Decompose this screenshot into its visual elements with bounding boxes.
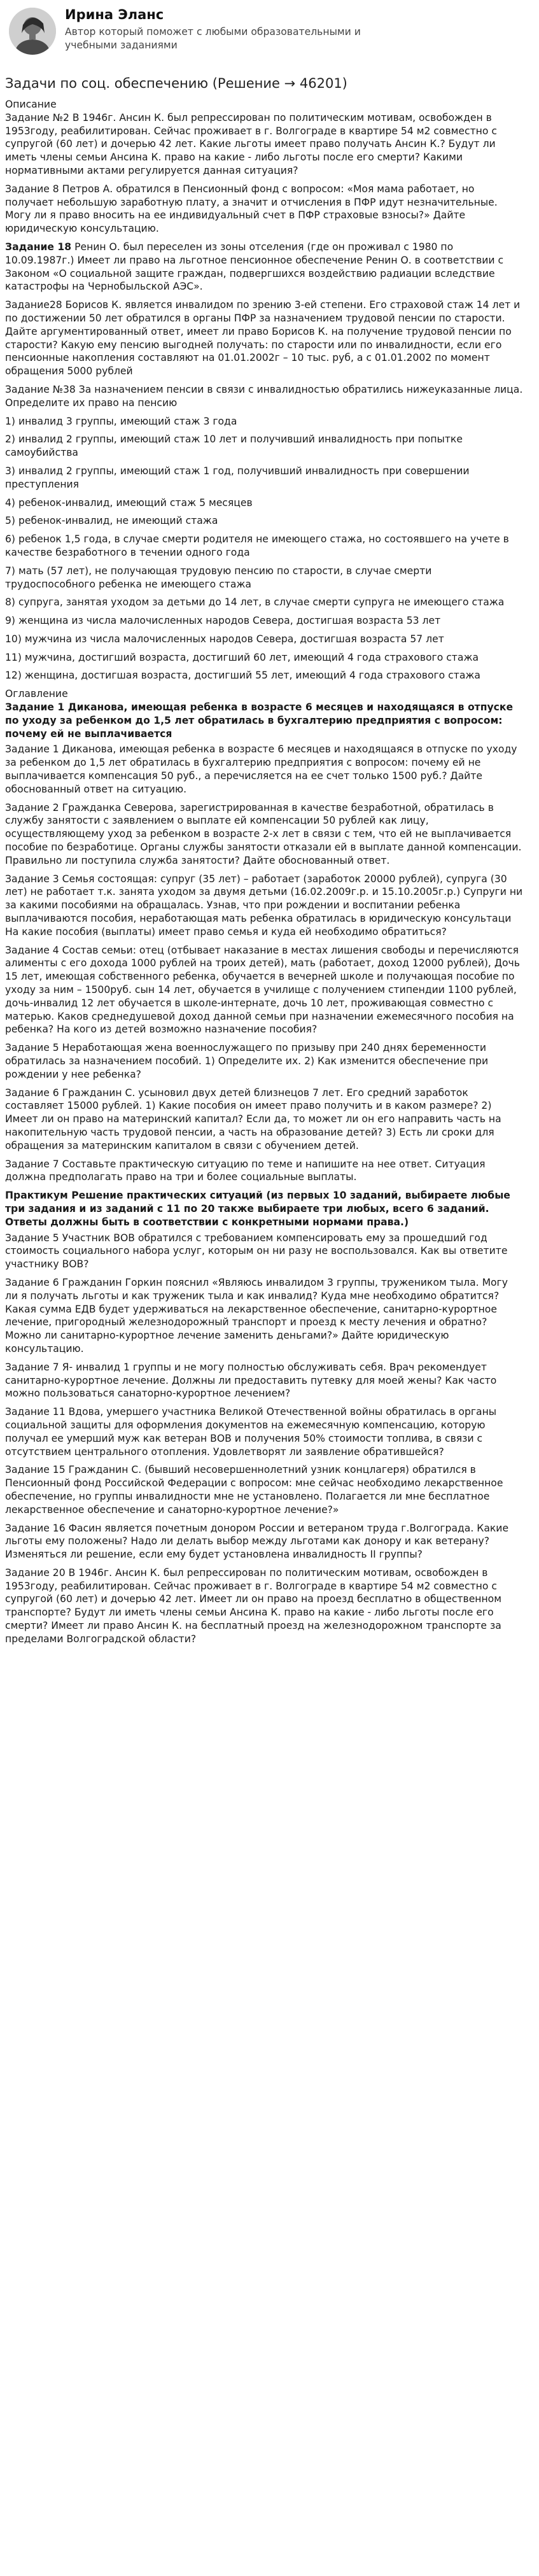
contents-label: Оглавление bbox=[5, 688, 68, 700]
task-text: Задание 7 Составьте практическую ситуацию по теме и напишите на нее ответ. Ситуация должна предполагать право на три и более социальные выплаты. bbox=[5, 1158, 486, 1183]
task-number: Задание 18 bbox=[5, 241, 72, 253]
task-paragraph bbox=[5, 801, 524, 868]
task-text: Задание 5 Неработающая жена военнослужащего по призыву при 240 днях беременности обратилась за назначением пособий. 1) Определите их. 2) Как изменится обеспечение при рождении у нее ребенка? bbox=[5, 1042, 489, 1080]
task-paragraph bbox=[5, 669, 524, 682]
task-paragraph bbox=[5, 241, 524, 293]
task-paragraph bbox=[5, 383, 524, 410]
task-paragraph bbox=[5, 596, 524, 609]
task-text: Задание 6 Гражданин Горкин пояснил «Являюсь инвалидом 3 группы, тружеником тыла. Могу ли я получать льготы и как труженик тыла и как инвалид? Куда мне необходимо обратится? Какая сумма ЕДВ будет удерживаться на лекарственное обеспечение, санитарно-курортное лечение, пригородный железнодорожный транспорт и проезд к месту лечения и обратно? Можно ли санитарно-курортное лечение заменить деньгами?» Дайте юридическую консультацию. bbox=[5, 1276, 508, 1355]
task-paragraph bbox=[5, 1522, 524, 1561]
task-text: 1) инвалид 3 группы, имеющий стаж 3 года bbox=[5, 415, 237, 427]
task-text: Задание28 Борисов К. является инвалидом по зрению 3-ей степени. Его страховой стаж 14 лет и по достижении 50 лет обратился в органы ПФР за назначением трудовой пенсии по старости. Дайте аргументированный ответ, имеет ли право Борисов К. на получение трудовой пенсии по старости? Какую ему пенсию выгодней получать: по старости или по инвалидности, если его пенсионные накопления составляют на 01.01.2002г – 10 тыс. руб, а с 01.01.2002 по момент обращения 5000 рублей bbox=[5, 299, 521, 377]
task-text: 12) женщина, достигшая возраста, достигший 55 лет, имеющий 4 года страхового стажа bbox=[5, 670, 480, 682]
task-paragraph bbox=[5, 614, 524, 628]
task-paragraph bbox=[5, 533, 524, 560]
task-text: Задание №2 В 1946г. Ансин К. был репрессирован по политическим мотивам, освобожден в 1953году, реабилитирован. Сейчас проживает в г. Волгограде в квартире 54 м2 совместно с супругой (60 лет) и дочерью 42 лет. Какие льготы имеет право получать Ансин К.? Будут ли иметь члены семьи Ансина К. право на какие - либо льготы после его смерти? Какими нормативными актами регулируется данная ситуация? bbox=[5, 111, 497, 176]
task-text: 9) женщина из числа малочисленных народов Севера, достигшая возраста 53 лет bbox=[5, 615, 441, 627]
task-paragraph bbox=[5, 651, 524, 665]
description-section bbox=[5, 111, 524, 682]
author-description: Автор который поможет с любыми образовательными и учебными заданиями bbox=[65, 26, 361, 51]
task-paragraph bbox=[5, 1463, 524, 1516]
task-paragraph bbox=[5, 1232, 524, 1271]
task-paragraph bbox=[5, 944, 524, 1037]
avatar[interactable] bbox=[9, 8, 56, 55]
task-text: Задание 11 Вдова, умершего участника Великой Отечественной войны обратилась в органы социальной защиты для оформления документов на ежемесячную компенсацию, которую получал ее умерший муж как ветеран ВОВ и получения 50% стоимости топлива, в связи с отсутствием центрального отопления. Удовлетворят ли заявление обратившейся? bbox=[5, 1406, 497, 1458]
task-text: 6) ребенок 1,5 года, в случае смерти родителя не имеющего стажа, но состоявшего на учете в качестве безработного в течении одного года bbox=[5, 533, 509, 558]
task-text: Практикум Решение практических ситуаций (из первых 10 заданий, выбираете любые три задания и из заданий с 11 по 20 также выбираете три любых, всего 6 заданий. Ответы должны быть в соответствии с конкретными нормами права.) bbox=[5, 1190, 510, 1228]
task-text: Задание №38 За назначением пенсии в связи с инвалидностью обратились нижеуказанные лица. Определите их право на пенсию bbox=[5, 383, 523, 409]
task-text: Задание 20 В 1946г. Ансин К. был репрессирован по политическим мотивам, освобожден в 1953году, реабилитирован. Сейчас проживает в г. Волгограде в квартире 54 м2 совместно с супругой (60 лет) и дочерью 42 лет. Имеет ли он право на проезд бесплатно в общественном транспорте? Будут ли иметь члены семьи Ансина К. право на какие - либо льготы после его смерти? Имеет ли право Ансин К. на бесплатный проезд на железнодорожном транспорте за пределами Волгоградской области? bbox=[5, 1566, 501, 1645]
task-paragraph bbox=[5, 1566, 524, 1646]
task-paragraph bbox=[5, 1158, 524, 1185]
contents-heading: Задание 1 Диканова, имеющая ребенка в возрасте 6 месяцев и находящаяся в отпуске по уходу за ребенком до 1,5 лет обратилась в бухгалтерию предприятия с вопросом: почему ей не выплачивается bbox=[5, 701, 514, 740]
task-paragraph bbox=[5, 743, 524, 796]
task-text: 5) ребенок-инвалид, не имеющий стажа bbox=[5, 515, 218, 527]
task-text: Задание 7 Я- инвалид 1 группы и не могу полностью обслуживать себя. Врач рекомендует санитарно-курортное лечение. Должны ли предоставить путевку для моей жены? Как часто можно пользоваться санаторно-курортное лечением? bbox=[5, 1361, 497, 1400]
task-paragraph bbox=[5, 873, 524, 939]
task-text: 11) мужчина, достигший возраста, достигший 60 лет, имеющий 4 года страхового стажа bbox=[5, 651, 479, 663]
task-paragraph bbox=[5, 1087, 524, 1153]
task-text: 4) ребенок-инвалид, имеющий стаж 5 месяцев bbox=[5, 496, 253, 509]
description-label: Описание bbox=[5, 99, 57, 110]
task-text: Ренин О. был переселен из зоны отселения (где он проживал с 1980 по 10.09.1987г.) Имеет ли право на льготное пенсионное обеспечение Ренин О. в соответствии с Законом «О социальной защите граждан, подвергшихся воздействию радиации вследствие катастрофы на Чернобыльской АЭС». bbox=[5, 241, 504, 293]
author-name[interactable]: Ирина Эланс bbox=[65, 7, 164, 22]
task-text: Задание 1 Диканова, имеющая ребенка в возрасте 6 месяцев и находящаяся в отпуске по уходу за ребенком до 1,5 лет обратилась в бухгалтерию предприятия с вопросом: почему ей не выплачивается компенсация 50 руб., а перечисляется на ее счет только 1500 руб.? Дайте обоснованный ответ на ситуацию. bbox=[5, 743, 517, 795]
task-text: 2) инвалид 2 группы, имеющий стаж 10 лет и получивший инвалидность при попытке самоубийства bbox=[5, 433, 463, 459]
author-header bbox=[5, 4, 524, 65]
task-text: Задание 8 Петров А. обратился в Пенсионный фонд с вопросом: «Моя мама работает, но получает небольшую заработную плату, а значит и отчисления в ПФР идут незначительные. Могу ли я право вносить на ее индивидуальный счет в ПФР страховые взносы?» Дайте юридическую консультацию. bbox=[5, 183, 498, 235]
task-text: 8) супруга, занятая уходом за детьми до 14 лет, в случае смерти супруга не имеющего стажа bbox=[5, 596, 505, 609]
task-text: Задание 6 Гражданин С. усыновил двух детей близнецов 7 лет. Его средний заработок составляет 15000 рублей. 1) Какие пособия он имеет право получить и в каком размере? 2) Имеет ли он право на материнский капитал? Если да, то может ли он его направить часть на накопительную часть трудовой пенсии, а часть на образование детей? 3) Есть ли сроки для обращения за материнским капиталом в связи с обучением детей. bbox=[5, 1087, 501, 1151]
task-text: 10) мужчина из числа малочисленных народов Севера, достигшая возраста 57 лет bbox=[5, 633, 444, 645]
task-paragraph bbox=[5, 1405, 524, 1458]
task-text: Задание 5 Участник ВОВ обратился с требованием компенсировать ему за прошедший год стоимость социального набора услуг, которым он ни разу не воспользовался. Как вы ответите участнику ВОВ? bbox=[5, 1232, 508, 1270]
contents-section bbox=[5, 743, 524, 1645]
task-text: Задание 4 Состав семьи: отец (отбывает наказание в местах лишения свободы и перечисляются алименты с его дохода 1000 рублей на троих детей), мать (работает, доход 12000 рублей), Дочь 15 лет, имеющая собственного ребенка, обучается в вечерней школе и получающая пособие по уходу за ним – 1500руб. сын 14 лет, обучается в училище с получением стипендии 1100 рублей, дочь-инвалид 12 лет обучается в школе-интернате, дочь 10 лет, проживающая совместно с матерью. Каков среднедушевой доход данной семьи при назначении ежемесячного пособия на ребенка? На кого из детей возможно назначение пособия? bbox=[5, 944, 520, 1036]
task-paragraph bbox=[5, 496, 524, 510]
task-paragraph bbox=[5, 183, 524, 236]
task-text: 3) инвалид 2 группы, имеющий стаж 1 год, получивший инвалидность при совершении преступления bbox=[5, 465, 470, 490]
task-text: Задание 2 Гражданка Северова, зарегистрированная в качестве безработной, обратилась в службу занятости с заявлением о выплате ей компенсации 50 рублей как лицу, осуществляющему уход за ребенком в возрасте 2-х лет в связи с тем, что ей не выплачивается пособие по безработице. Органы службы занятости отказали ей в выплате данной компенсации. Правильно ли поступила служба занятости? Дайте обоснованный ответ. bbox=[5, 801, 522, 866]
section-heading bbox=[5, 1189, 524, 1228]
task-text: Задание 16 Фасин является почетным донором России и ветераном труда г.Волгограда. Какие льготы ему положены? Надо ли делать выбор между льготами как донору и как ветерану? Изменяться ли решение, если ему будет установлена инвалидность II группы? bbox=[5, 1522, 509, 1561]
task-paragraph bbox=[5, 514, 524, 528]
task-paragraph bbox=[5, 465, 524, 491]
task-paragraph bbox=[5, 633, 524, 646]
task-paragraph bbox=[5, 1041, 524, 1081]
task-paragraph bbox=[5, 111, 524, 178]
task-paragraph bbox=[5, 299, 524, 378]
task-text: Задание 3 Семья состоящая: супруг (35 лет) – работает (заработок 20000 рублей), супруга (30 лет) не работает т.к. занята уходом за двумя детьми (16.02.2009г.р. и 15.10.2005г.р.) Супруги ни за какими пособиями на обращалась. Узнав, что при рождении и воспитании ребенка выплачиваются пособия, неработающая мать ребенка обратилась в юридическую консультаци На какие пособия (выплаты) имеет право семья и куда ей необходимо обратиться? bbox=[5, 873, 523, 938]
author-photo-icon bbox=[9, 8, 56, 55]
task-paragraph bbox=[5, 565, 524, 591]
task-paragraph bbox=[5, 433, 524, 460]
task-text: 7) мать (57 лет), не получающая трудовую пенсию по старости, в случае смерти трудоспособного ребенка не имеющего стажа bbox=[5, 565, 432, 590]
task-paragraph bbox=[5, 415, 524, 428]
task-text: Задание 15 Гражданин С. (бывший несовершеннолетний узник концлагеря) обратился в Пенсионный фонд Российской Федерации с вопросом: мне сейчас необходимо лекарственное обеспечение, но группы инвалидности мне не установлено. Полагается ли мне бесплатное лекарственное обеспечение и санаторно-курортное лечение?» bbox=[5, 1464, 503, 1516]
task-paragraph bbox=[5, 1361, 524, 1400]
page-title: Задачи по соц. обеспечению (Решение → 46201) bbox=[5, 76, 347, 91]
author-block bbox=[65, 4, 383, 52]
task-paragraph bbox=[5, 1276, 524, 1356]
